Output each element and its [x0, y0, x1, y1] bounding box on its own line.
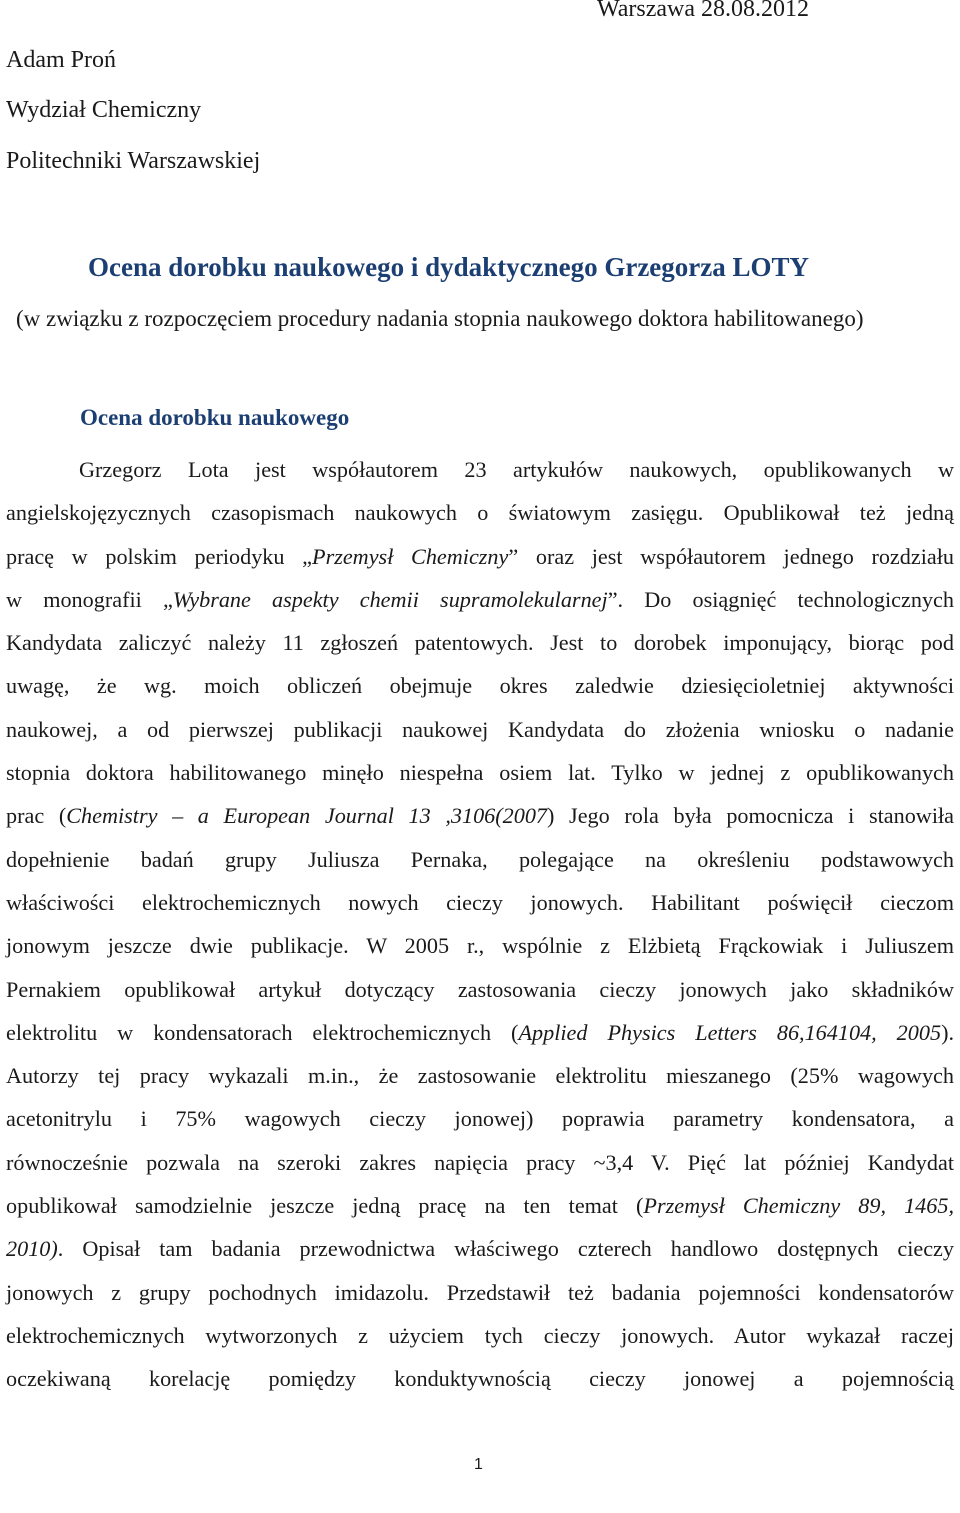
author-university: Politechniki Warszawskiej [6, 148, 261, 174]
document-subtitle: (w związku z rozpoczęciem procedury nadania stopnia naukowego doktora habilitowanego) [16, 306, 864, 331]
text-line: acetonitrylu i 75% wagowych cieczy jonowej) poprawia parametry kondensatora, a [6, 1106, 954, 1132]
text-line: stopnia doktora habilitowanego minęło niespełna osiem lat. Tylko w jednej z opublikowanych [6, 760, 954, 786]
page-number: 1 [474, 1456, 483, 1473]
text-line: jonowym jeszcze dwie publikacje. W 2005 r., wspólnie z Elżbietą Frąckowiak i Juliuszem [6, 933, 954, 959]
text-line: prac (Chemistry – a European Journal 13 ,3106(2007) Jego rola była pomocnicza i stanowiła [6, 803, 955, 829]
text-line: elektrolitu w kondensatorach elektrochemicznych (Applied Physics Letters 86,164104, 2005). [6, 1019, 954, 1045]
text-line: dopełnienie badań grupy Juliusza Pernaka, polegające na określeniu podstawowych [6, 846, 954, 872]
text-line: w monografii „Wybrane aspekty chemii supramolekularnej”. Do osiągnięć technologicznych [6, 586, 954, 612]
document-title: Ocena dorobku naukowego i dydaktycznego Grzegorza LOTY [88, 252, 810, 282]
text-line: Grzegorz Lota jest współautorem 23 artykułów naukowych, opublikowanych w [79, 457, 954, 482]
text-line: oczekiwaną korelację pomiędzy konduktywnością cieczy jonowej a pojemnością [6, 1366, 954, 1392]
text-line: 2010). Opisał tam badania przewodnictwa właściwego czterech handlowo dostępnych cieczy [6, 1236, 954, 1262]
text-line: Autorzy tej pracy wykazali m.in., że zastosowanie elektrolitu mieszanego (25% wagowych [6, 1063, 954, 1089]
citation: Przemysł Chemiczny 89, 1465, [643, 1193, 954, 1219]
text-line: jonowych z grupy pochodnych imidazolu. Przedstawił też badania pojemności kondensatorów [6, 1279, 954, 1305]
monograph-title: Wybrane aspekty chemii supramolekularnej [172, 586, 608, 612]
text-line: pracę w polskim periodyku „Przemysł Chemiczny” oraz jest współautorem jednego rozdziału [6, 543, 954, 569]
text-line: elektrochemicznych wytworzonych z użyciem tych cieczy jonowych. Autor wykazał raczej [6, 1322, 954, 1348]
author-name: Adam Proń [6, 47, 116, 73]
text-line: Kandydata zaliczyć należy 11 zgłoszeń patentowych. Jest to dorobek imponujący, biorąc pod [6, 630, 954, 656]
citation: Applied Physics Letters 86,164104, 2005 [518, 1019, 942, 1045]
text-line: równocześnie pozwala na szeroki zakres napięcia pracy ~3,4 V. Pięć lat później Kandydat [6, 1149, 954, 1175]
author-faculty: Wydział Chemiczny [6, 97, 202, 123]
text-line: angielskojęzycznych czasopismach naukowych o światowym zasięgu. Opublikował też jedną [6, 500, 954, 526]
text-line: opublikował samodzielnie jeszcze jedną pracę na ten temat (Przemysł Chemiczny 89, 1465, [6, 1193, 954, 1219]
text-line: naukowej, a od pierwszej publikacji naukowej Kandydata do złożenia wniosku o nadanie [6, 716, 954, 742]
citation: 2010) [6, 1236, 58, 1262]
letter-date: Warszawa 28.08.2012 [597, 0, 810, 22]
journal-name: Przemysł Chemiczny [312, 543, 509, 569]
citation: Chemistry – a European Journal 13 ,3106(2007 [66, 803, 548, 829]
text-line: uwagę, że wg. moich obliczeń obejmuje okres zaledwie dziesięcioletniej aktywności [6, 673, 954, 699]
text-line: Pernakiem opublikował artykuł dotyczący zastosowania cieczy jonowych jako składników [6, 976, 954, 1002]
text-line: właściwości elektrochemicznych nowych cieczy jonowych. Habilitant poświęcił cieczom [6, 889, 954, 915]
section-heading: Ocena dorobku naukowego [80, 405, 350, 430]
body-paragraph [6, 448, 954, 1401]
